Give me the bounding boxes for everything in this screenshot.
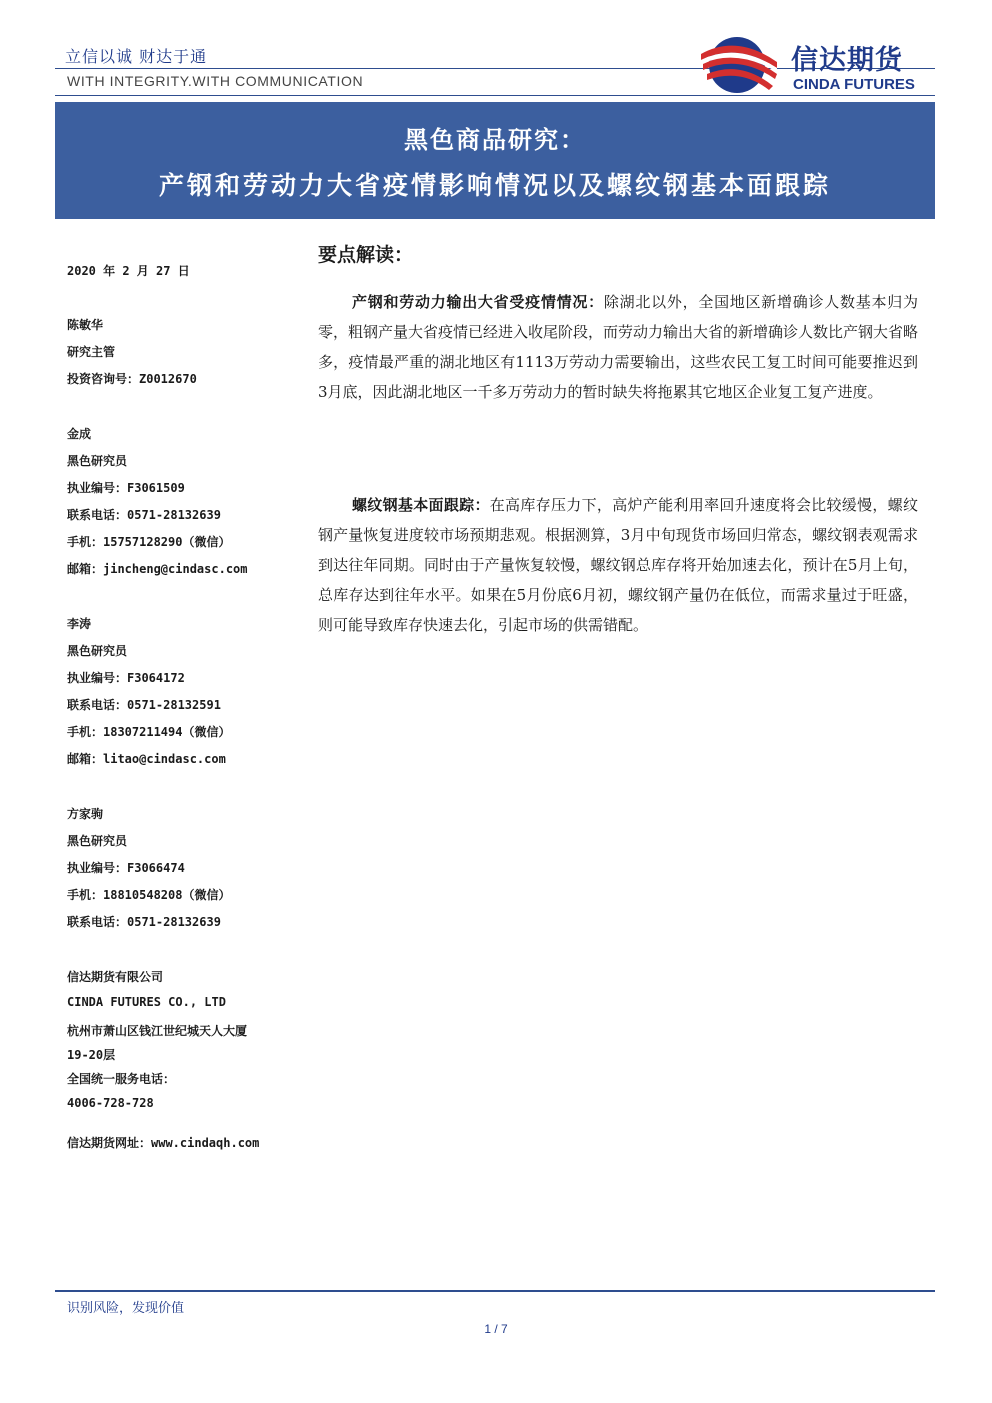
report-title: 产钢和劳动力大省疫情影响情况以及螺纹钢基本面跟踪 (158, 171, 831, 200)
page-number: 1 / 7 (484, 1322, 508, 1336)
header-motto: 立信以诚 财达于通 (65, 47, 208, 66)
company-address-floor: 19-20层 (67, 1048, 116, 1062)
analyst-role: 黑色研究员 (67, 454, 128, 468)
report-date: 2020 年 2 月 27 日 (67, 264, 190, 278)
analyst-license: 投资咨询号：Z0012670 (67, 372, 197, 386)
analyst-phone: 联系电话：0571-28132639 (67, 508, 221, 522)
analyst-phone: 联系电话：0571-28132591 (67, 698, 221, 712)
logo-english-name: CINDA FUTURES (793, 76, 915, 93)
company-name: 信达期货有限公司 (67, 970, 164, 984)
analyst-license: 执业编号：F3066474 (67, 861, 185, 875)
analyst-mobile: 手机：18307211494（微信） (67, 725, 231, 739)
analyst-phone: 联系电话：0571-28132639 (67, 915, 221, 929)
company-website[interactable]: 信达期货网址：www.cindaqh.com (67, 1136, 260, 1150)
company-name-english: CINDA FUTURES CO., LTD (67, 995, 226, 1009)
analyst-name: 金成 (67, 427, 92, 441)
title-banner (55, 102, 935, 219)
paragraph-text: 除湖北以外，全国地区新增确诊人数基本归为零，粗钢产量大省疫情已经进入收尾阶段，而劳动力输出大省的新增确诊人数比产钢大省略多，疫情最严重的湖北地区有1113万劳动力需要输出，这些农民工复工时间可能要推迟到3月底，因此湖北地区一千多万劳动力的暂时缺失将拖累其它地区企业复工复产进度。 (318, 293, 919, 401)
paragraph-text: 在高库存压力下，高炉产能利用率回升速度将会比较缓慢，螺纹钢产量恢复进度较市场预期悲观。根据测算，3月中旬现货市场回归常态，螺纹钢表观需求到达往年同期。同时由于产量恢复较慢，螺纹钢总库存将开始加速去化，预计在5月上旬，总库存达到往年水平。如果在5月份底6月初，螺纹钢产量仍在低位，而需求量过于旺盛，则可能导致库存快速去化，引起市场的供需错配。 (318, 496, 918, 634)
analyst-mobile: 手机：18810548208（微信） (67, 888, 231, 902)
hotline-number: 4006-728-728 (67, 1096, 154, 1110)
paragraph-lead: 产钢和劳动力输出大省受疫情情况： (352, 293, 604, 311)
analyst-license: 执业编号：F3061509 (67, 481, 185, 495)
header-motto-english: WITH INTEGRITY.WITH COMMUNICATION (67, 73, 364, 89)
paragraph-epidemic-impact (318, 287, 918, 407)
company-logo (697, 30, 937, 100)
footer-divider (55, 1290, 935, 1292)
analyst-role: 研究主管 (67, 345, 116, 359)
paragraph-rebar-fundamentals (318, 490, 918, 640)
footer-slogan: 识别风险，发现价值 (67, 1301, 185, 1316)
section-title: 要点解读： (318, 244, 414, 266)
analyst-email[interactable]: 邮箱：jincheng@cindasc.com (67, 562, 248, 576)
analyst-role: 黑色研究员 (67, 644, 128, 658)
logo-chinese-name: 信达期货 (791, 45, 903, 76)
analyst-role: 黑色研究员 (67, 834, 128, 848)
analyst-name: 方家驹 (67, 807, 104, 821)
report-category-title: 黑色商品研究： (404, 125, 586, 154)
analyst-name: 陈敏华 (67, 318, 104, 332)
analyst-name: 李涛 (67, 617, 92, 631)
company-address: 杭州市萧山区钱江世纪城天人大厦 (67, 1024, 248, 1038)
analyst-mobile: 手机：15757128290（微信） (67, 535, 231, 549)
hotline-label: 全国统一服务电话： (67, 1072, 176, 1086)
globe-logo-icon (697, 32, 781, 96)
analyst-email[interactable]: 邮箱：litao@cindasc.com (67, 752, 226, 766)
analyst-license: 执业编号：F3064172 (67, 671, 185, 685)
paragraph-lead: 螺纹钢基本面跟踪： (352, 496, 490, 514)
